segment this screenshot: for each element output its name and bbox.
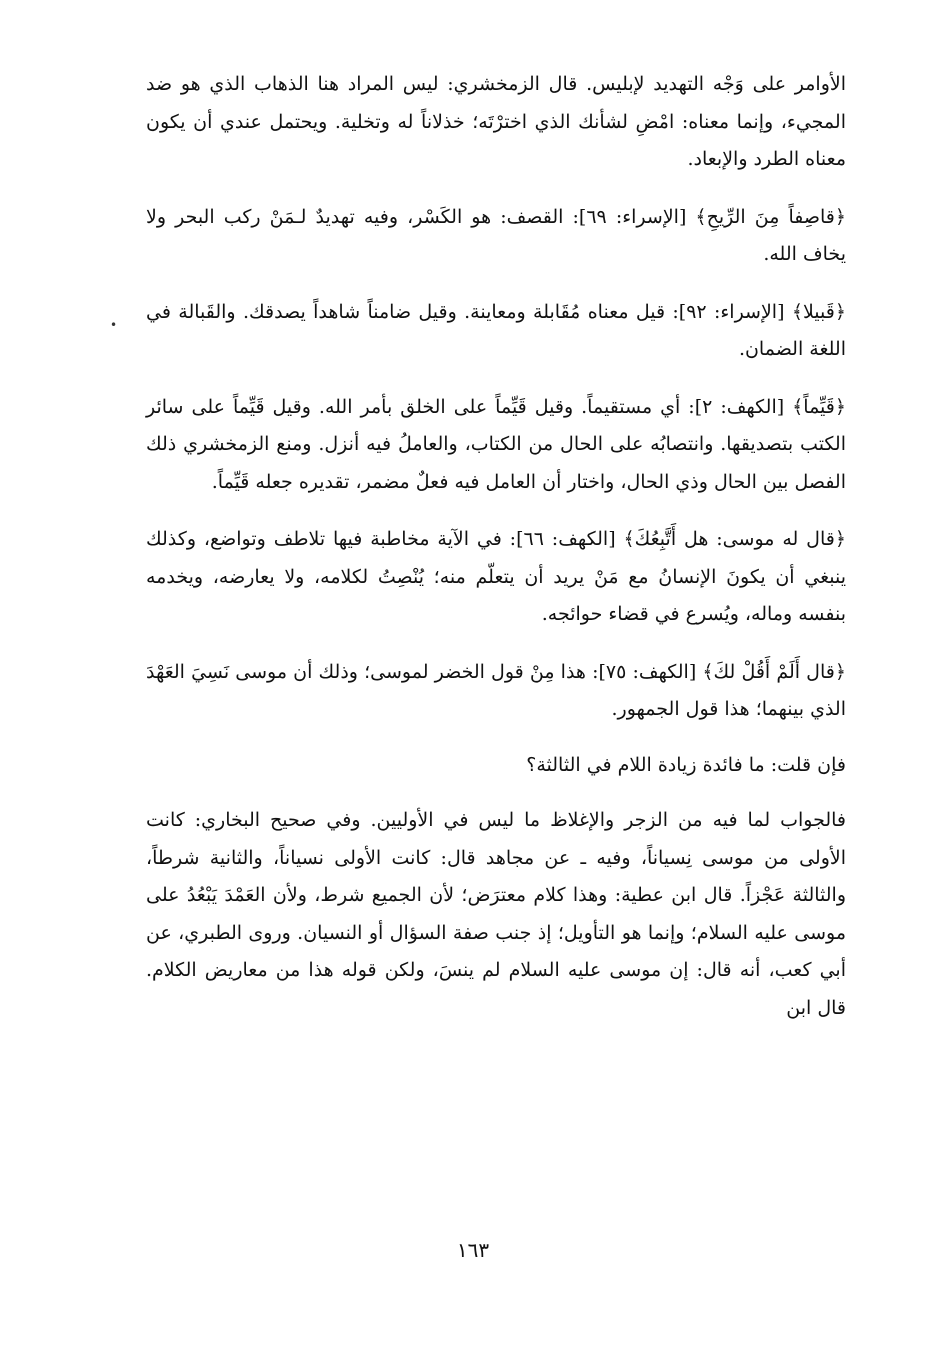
paragraph-3: ﴿قَبيلا﴾ [الإسراء: ٩٢]: قيل معناه مُقَابلة ومعاينة. وقيل ضامناً شاهداً يصدقك. والقَبالة في اللغة الضمان. xyxy=(146,300,846,360)
paragraph-2: ﴿قاصِفاً مِنَ الرِّيحِ﴾ [الإسراء: ٦٩]: القصف: هو الكَسْر، وفيه تهديدٌ لـمَنْ ركب البحر ولا يخاف الله. xyxy=(146,205,846,265)
paragraph-6: ﴿قال أَلَمْ أَقُلْ لكَ﴾ [الكهف: ٧٥]: هذا مِنْ قول الخضر لموسى؛ وذلك أن موسى نَسِيَ العَهْدَ الذي بينهما؛ هذا قول الجمهور. xyxy=(146,660,846,720)
paragraph-4: ﴿قَيِّماً﴾ [الكهف: ٢]: أي مستقيماً. وقيل قَيِّماً على الخلق بأمر الله. وقيل قَيِّماً على سائر الكتب بتصديقها. وانتصابُه على الحال من الكتاب، والعاملُ فيه أنزل. ومنع الزمخشري ذلك الفصل بين الحال وذي الحال، واختار أن العامل فيه فعلٌ مضمر، تقديره جعله قَيِّماً. xyxy=(146,395,846,493)
margin-mark: • xyxy=(110,318,118,332)
paragraph-8: فالجواب لما فيه من الزجر والإغلاظ ما ليس في الأوليين. وفي صحيح البخاري: كانت الأولى من موسى نِسياناً، وفيه ـ عن مجاهد قال: كانت الأولى نسياناً، والثانية شرطاً، والثالثة عَجْزاً. قال ابن عطية: وهذا كلام معترَض؛ لأن الجميع شرط، ولأن العَمْدَ يَبْعُدُ على موسى عليه السلام؛ وإنما هو التأويل؛ إذ جنب صفة السؤال أو النسيان. وروى الطبري، عن أبي كعب، أنه قال: إن موسى عليه السلام لم ينسَ، ولكن قوله هذا من معاريض الكلام. قال ابن xyxy=(146,809,846,1019)
page-body xyxy=(146,66,846,1047)
page-number: ١٦٣ xyxy=(456,1238,490,1262)
paragraph-5: ﴿قال له موسى: هل أَتَّبِعُكَ﴾ [الكهف: ٦٦]: في الآية مخاطبة فيها تلاطف وتواضع، وكذلك ينبغي أن يكونَ الإنسانُ مع مَنْ يريد أن يتعلّم منه؛ يُنْصِتُ لكلامه، ولا يعارضه، ويخدمه بنفسه وماله، ويُسرع في قضاء حوائجه. xyxy=(146,528,846,625)
paragraph-7: فإن قلت: ما فائدة زيادة اللام في الثالثة؟ xyxy=(526,753,846,776)
paragraph-1: الأوامر على وَجْه التهديد لإبليس. قال الزمخشري: ليس المراد هنا الذهاب الذي هو ضد المجيء، وإنما معناه: امْضِ لشأنك الذي اخترْتَه؛ خذلاناً له وتخلية. ويحتمل عندي أن يكون معناه الطرد والإبعاد. xyxy=(146,73,846,170)
